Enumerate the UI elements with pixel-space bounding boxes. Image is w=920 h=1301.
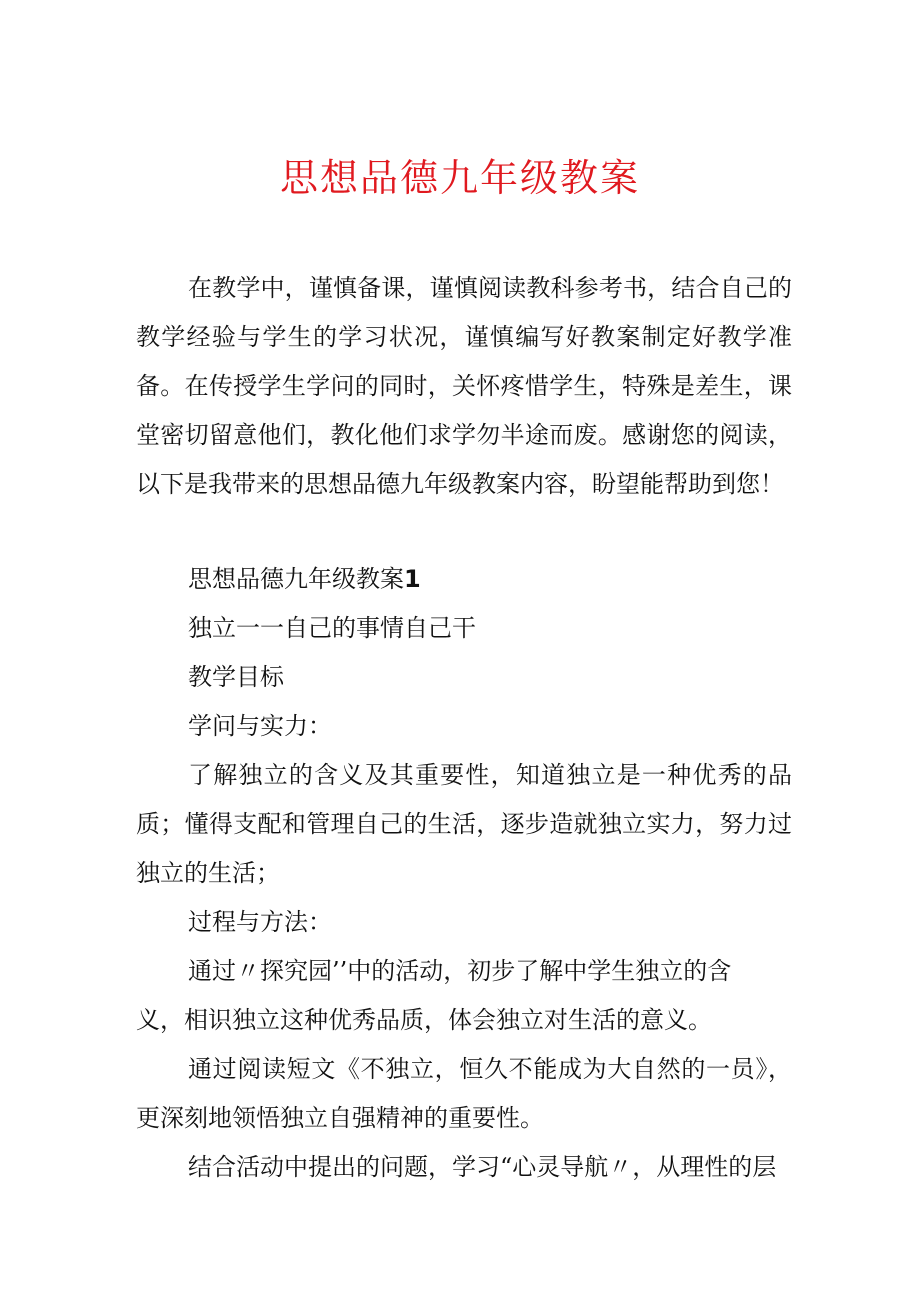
process-paragraph-3: 结合活动中提出的问题，学习“心灵导航〃，从理性的层 [188, 1153, 777, 1181]
section-heading-text: 思想品德九年级教案 [188, 565, 404, 593]
process-paragraph-1-line-2: 义，相识独立这种优秀品质，体会独立对生活的意义。 [136, 1006, 712, 1034]
section-heading-number: 1 [404, 565, 421, 593]
document-title: 思想品德九年级教案 [279, 156, 640, 200]
section-heading [136, 555, 792, 604]
knowledge-paragraph: 了解独立的含义及其重要性，知道独立是一种优秀的品质；懂得支配和管理自己的生活，逐步造就独立实力，努力过独立的生活； [136, 761, 792, 887]
objectives-heading: 教学目标 [188, 663, 284, 691]
intro-paragraph: 在教学中，谨慎备课，谨慎阅读教科参考书，结合自己的教学经验与学生的学习状况，谨慎编写好教案制定好教学准备。在传授学生学问的同时，关怀疼惜学生，特殊是差生，课堂密切留意他们，教化他们求学勿半途而废。感谢您的阅读，以下是我带来的思想品德九年级教案内容，盼望能帮助到您！ [136, 274, 792, 498]
process-paragraph-2: 通过阅读短文《不独立，恒久不能成为大自然的一员》，更深刻地领悟独立自强精神的重要性。 [136, 1055, 792, 1132]
process-heading: 过程与方法： [188, 908, 332, 936]
lesson-title: 独立一一自己的事情自己干 [188, 614, 476, 642]
process-paragraph-1-line-1: 通过〃探究园’’中的活动，初步了解中学生独立的含 [188, 957, 732, 985]
knowledge-heading: 学问与实力： [188, 712, 332, 740]
